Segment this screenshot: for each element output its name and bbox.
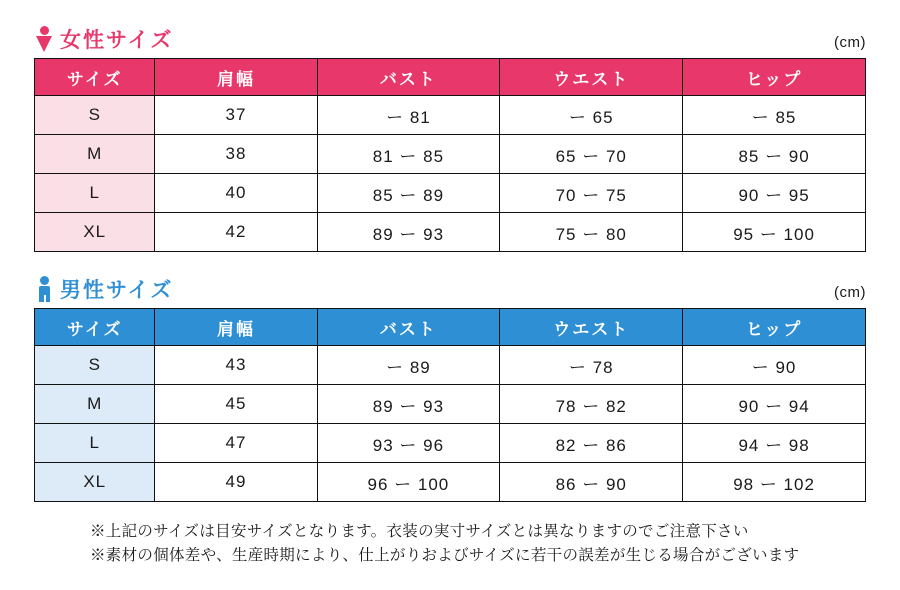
cell-shoulder: 37 (155, 96, 317, 135)
cell-shoulder: 42 (155, 213, 317, 252)
cell-shoulder: 49 (155, 463, 317, 502)
cell-size: L (35, 424, 155, 463)
cell-hip: 98 ー 102 (683, 463, 866, 502)
note-line-2: ※素材の個体差や、生産時期により、仕上がりおよびサイズに若干の誤差が生じる場合がございます (90, 547, 800, 565)
cell-hip: 90 ー 94 (683, 385, 866, 424)
column-header-waist: ウエスト (500, 59, 683, 96)
cell-bust: 81 ー 85 (317, 135, 500, 174)
column-header-size: サイズ (35, 59, 155, 96)
column-header-waist: ウエスト (500, 309, 683, 346)
male-section-header (34, 272, 866, 302)
cell-waist: 65 ー 70 (500, 135, 683, 174)
cell-size: L (35, 174, 155, 213)
cell-hip: 85 ー 90 (683, 135, 866, 174)
table-row (35, 463, 866, 502)
column-header-shoulder: 肩幅 (155, 59, 317, 96)
column-header-bust: バスト (317, 309, 500, 346)
cell-shoulder: 40 (155, 174, 317, 213)
female-size-table (34, 58, 866, 252)
table-row (35, 346, 866, 385)
cell-waist: 86 ー 90 (500, 463, 683, 502)
cell-hip: 95 ー 100 (683, 213, 866, 252)
female-pictogram-icon (34, 26, 54, 52)
column-header-hip: ヒップ (683, 309, 866, 346)
male-unit-label: (cm) (834, 284, 866, 301)
cell-waist: ー 78 (500, 346, 683, 385)
cell-bust: ー 81 (317, 96, 500, 135)
cell-bust: 96 ー 100 (317, 463, 500, 502)
cell-size: M (35, 385, 155, 424)
cell-shoulder: 47 (155, 424, 317, 463)
section-divider-space (34, 252, 866, 272)
column-header-shoulder: 肩幅 (155, 309, 317, 346)
male-pictogram-icon (34, 276, 54, 302)
cell-bust: 89 ー 93 (317, 213, 500, 252)
cell-waist: 70 ー 75 (500, 174, 683, 213)
column-header-size: サイズ (35, 309, 155, 346)
cell-hip: ー 85 (683, 96, 866, 135)
cell-hip: ー 90 (683, 346, 866, 385)
cell-shoulder: 45 (155, 385, 317, 424)
table-row (35, 174, 866, 213)
cell-size: S (35, 346, 155, 385)
cell-hip: 90 ー 95 (683, 174, 866, 213)
cell-shoulder: 38 (155, 135, 317, 174)
table-row (35, 213, 866, 252)
male-section-title: 男性サイズ (60, 279, 174, 302)
table-row (35, 135, 866, 174)
cell-bust: 85 ー 89 (317, 174, 500, 213)
cell-waist: 78 ー 82 (500, 385, 683, 424)
male-size-table (34, 308, 866, 502)
cell-bust: 89 ー 93 (317, 385, 500, 424)
cell-shoulder: 43 (155, 346, 317, 385)
column-header-hip: ヒップ (683, 59, 866, 96)
cell-waist: ー 65 (500, 96, 683, 135)
column-header-bust: バスト (317, 59, 500, 96)
cell-size: S (35, 96, 155, 135)
notes-block (34, 520, 866, 568)
table-row (35, 424, 866, 463)
cell-size: XL (35, 213, 155, 252)
female-section-header (34, 22, 866, 52)
note-line-1: ※上記のサイズは目安サイズとなります。衣装の実寸サイズとは異なりますのでご注意下さい (90, 523, 749, 540)
table-row (35, 385, 866, 424)
table-row (35, 96, 866, 135)
cell-bust: 93 ー 96 (317, 424, 500, 463)
cell-hip: 94 ー 98 (683, 424, 866, 463)
cell-waist: 75 ー 80 (500, 213, 683, 252)
female-section-title: 女性サイズ (60, 29, 174, 52)
cell-size: XL (35, 463, 155, 502)
cell-size: M (35, 135, 155, 174)
table-header-row (35, 59, 866, 96)
cell-bust: ー 89 (317, 346, 500, 385)
cell-waist: 82 ー 86 (500, 424, 683, 463)
table-header-row (35, 309, 866, 346)
female-unit-label: (cm) (834, 34, 866, 51)
